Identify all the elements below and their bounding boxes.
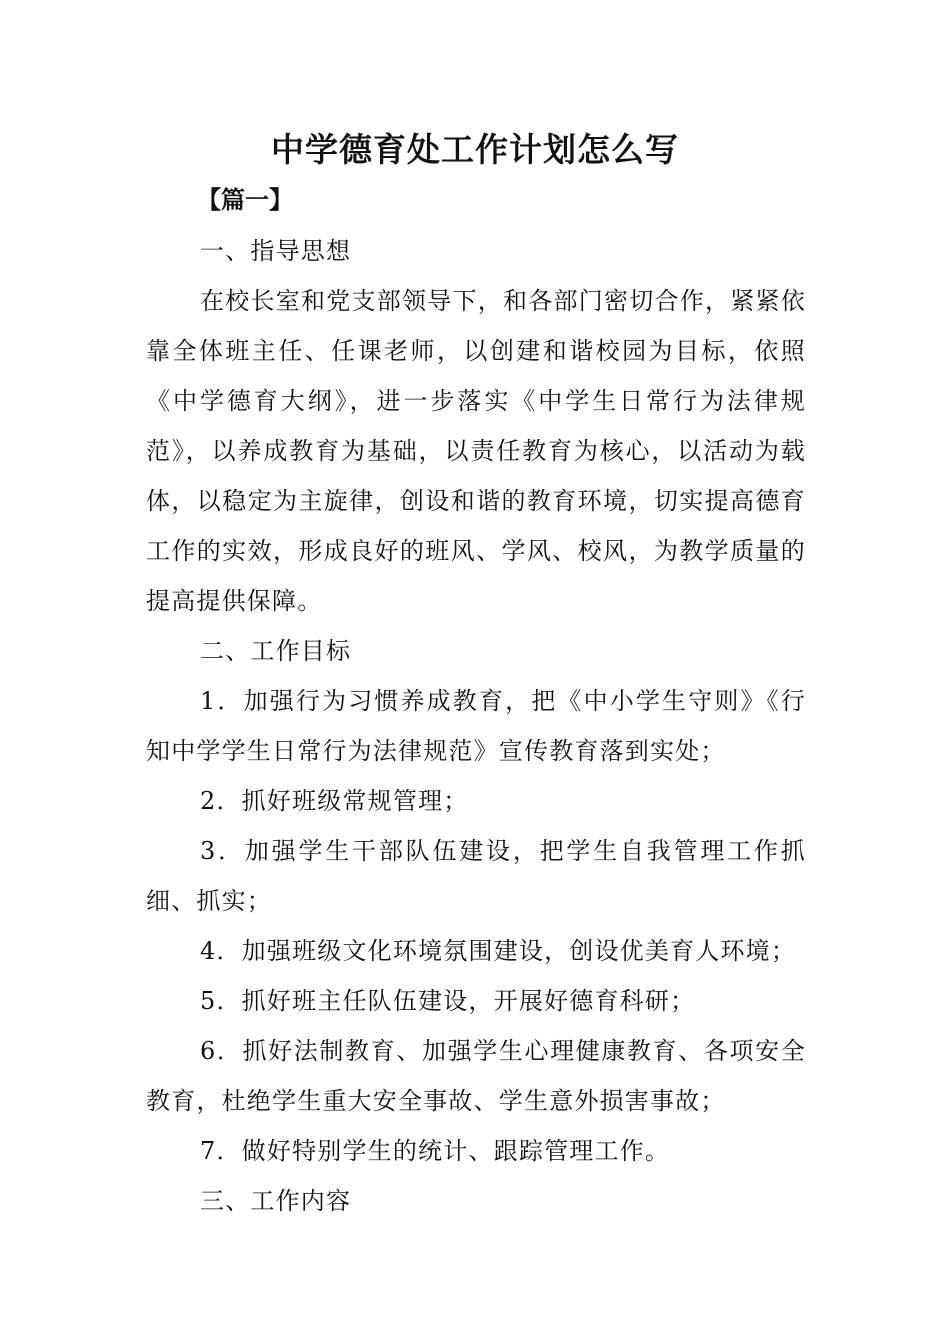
heading-work-content: 三、工作内容 (200, 1187, 352, 1215)
list-item: 5．抓好班主任队伍建设，开展好德育科研； (200, 987, 696, 1015)
document-title: 中学德育处工作计划怎么写 (271, 130, 679, 169)
heading-guiding-ideology: 一、指导思想 (200, 237, 352, 265)
list-item: 6．抓好法制教育、加强学生心理健康教育、各项安全教育，杜绝学生重大安全事故、学生意外损害事故； (146, 1037, 806, 1115)
list-item: 3．加强学生干部队伍建设，把学生自我管理工作抓细、抓实； (146, 837, 806, 915)
heading-work-goals: 二、工作目标 (200, 637, 352, 665)
list-item: 4．加强班级文化环境氛围建设，创设优美育人环境； (200, 937, 797, 965)
paragraph-guiding-ideology: 在校长室和党支部领导下，和各部门密切合作，紧紧依靠全体班主任、任课老师，以创建和谐校园为目标，依照《中学德育大纲》，进一步落实《中学生日常行为法律规范》，以养成教育为基础，以责任教育为核心，以活动为载体，以稳定为主旋律，创设和谐的教育环境，切实提高德育工作的实效，形成良好的班风、学风、校风，为教学质量的提高提供保障。 (146, 287, 806, 615)
section-label: 【篇一】 (197, 186, 293, 214)
list-item: 2．抓好班级常规管理； (200, 787, 469, 815)
document-body (146, 226, 806, 1226)
list-item: 1．加强行为习惯养成教育，把《中小学生守则》《行知中学学生日常行为法律规范》宣传教育落到实处； (146, 687, 806, 765)
list-item: 7．做好特别学生的统计、跟踪管理工作。 (200, 1137, 671, 1165)
